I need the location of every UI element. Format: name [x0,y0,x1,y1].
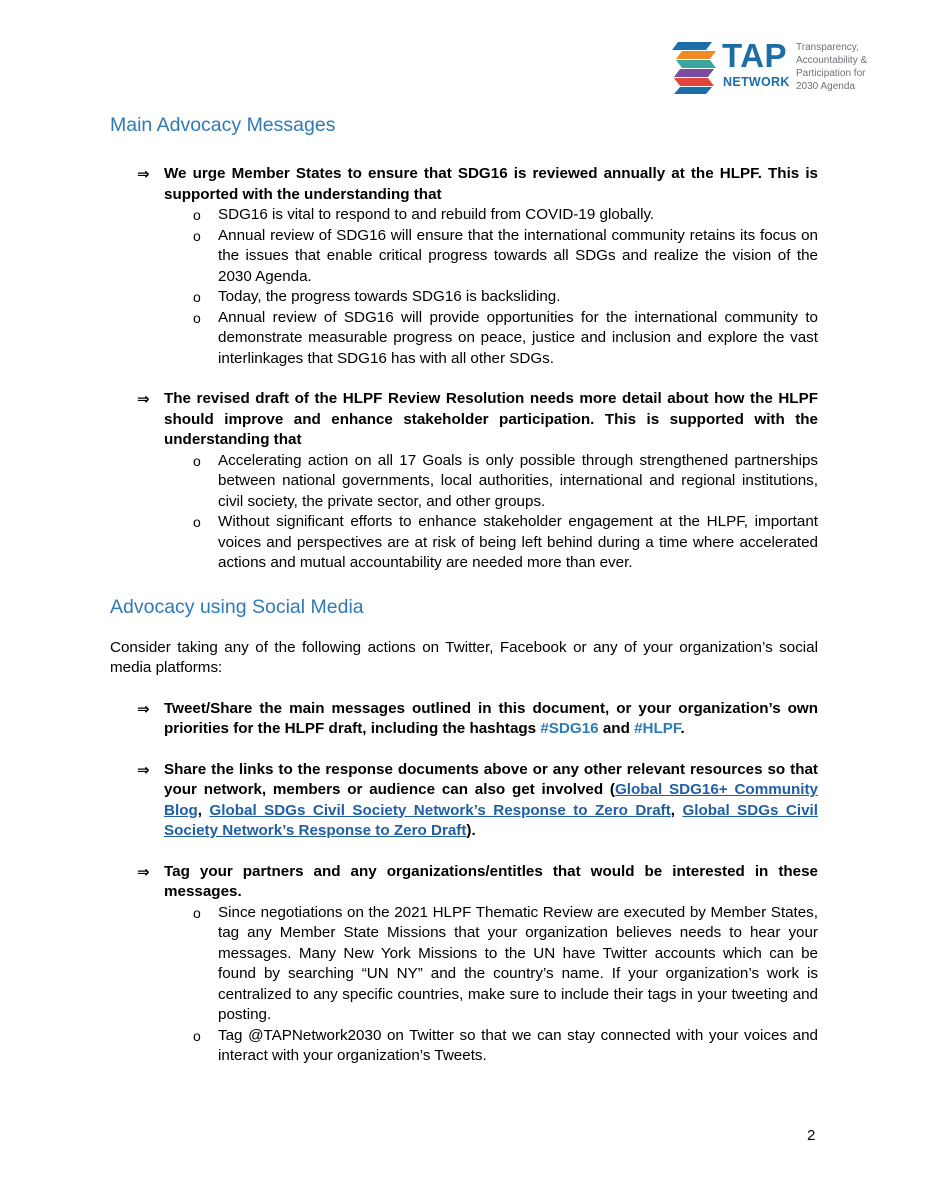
heading-social-media: Advocacy using Social Media [110,595,364,618]
link-csn-response-1[interactable]: Global SDGs Civil Society Network’s Response to Zero Draft [209,801,671,819]
bullet-icon: o [193,514,201,530]
bullet-icon: o [193,1027,201,1044]
tap-network-logo [672,38,882,100]
link-community-blog[interactable]: Global SDG16+ Community Blog [164,781,818,819]
advocacy-message-2 [110,389,818,451]
list-item: o Annual review of SDG16 will provide opportunities for the international community to demonstrate measurable progress on peace, justice and inclusion and explore the vast interlinkages that SDG16 has with all other SDGs. [193,308,818,367]
tagline-line: Participation for [796,68,866,79]
logo-network: NETWORK [723,75,790,89]
bullet-icon: o [193,309,201,326]
social-action-1: ⇒ Tweet/Share the main messages outlined in this document, or your organization’s own priorities for the HLPF draft, including the hashtags #SDG16 and #HLPF. [137,699,818,737]
link-csn-response-2[interactable]: Global SDGs Civil Society Network’s Response to Zero Draft [164,801,818,839]
page-number: 2 [807,1127,816,1144]
heading-main-advocacy: Main Advocacy Messages [110,114,336,136]
social-intro: Consider taking any of the following actions on Twitter, Facebook or any of your organization’s social media platforms: [110,638,818,676]
hashtag-sdg16[interactable]: #SDG16 [540,720,599,737]
tagline-line: Accountability & [796,55,868,66]
bullet-icon: o [193,289,201,305]
logo-tagline [796,41,886,93]
list-item: o SDG16 is vital to respond to and rebuild from COVID-19 globally. [110,205,818,226]
tagline-line: 2030 Agenda [796,81,855,92]
bullet-icon: o [193,452,201,469]
hashtag-hlpf[interactable]: #HLPF [634,720,681,737]
arrow-bullet-icon: ⇒ [137,390,150,408]
arrow-bullet-icon: ⇒ [137,862,150,881]
bullet-icon: o [193,227,201,244]
list-item: o Tag @TAPNetwork2030 on Twitter so that we can stay connected with your voices and interact with your organization’s Tweets. [193,1026,818,1064]
bullet-icon: o [193,207,201,223]
arrow-bullet-icon: ⇒ [137,760,150,779]
list-item: o Since negotiations on the 2021 HLPF Thematic Review are executed by Member States, tag any Member State Missions that your organization believes needs to hear your messages. Many New York Missions to the UN have Twitter accounts which can be found by searching “UN NY” and the country’s name. If your organization’s work is centralized to any specific countries, make sure to include their tags in your tweeting and posting. [193,903,818,1023]
logo-title: TAP [722,37,788,74]
list-item: o Today, the progress towards SDG16 is backsliding. [110,287,818,308]
list-item: o Without significant efforts to enhance stakeholder engagement at the HLPF, important voices and perspectives are at risk of being left behind during a time where accelerated actions and mutual accountability are needed more than ever. [193,513,818,571]
tap-logo-mark-icon [672,38,718,96]
social-action-2: ⇒ Share the links to the response documents above or any other relevant resources so that your network, members or audience can also get involved (Global SDG16+ Community Blog, Global SDGs Civil Society Network’s Response to Zero Draft, Global SDGs Civil Society Network’s Response to Zero Draft). [137,760,818,839]
message-lead: The revised draft of the HLPF Review Resolution needs more detail about how the HLPF should improve and enhance stakeholder participation. This is supported with the understanding that [164,390,818,448]
arrow-bullet-icon: ⇒ [137,699,150,718]
arrow-bullet-icon: ⇒ [137,165,150,183]
bullet-icon: o [193,904,201,921]
advocacy-message-1 [110,164,818,205]
list-item: o Accelerating action on all 17 Goals is only possible through strengthened partnerships between national governments, local authorities, international and regional institutions, civil society, the private sector, and other groups. [193,451,818,510]
social-action-3: ⇒ Tag your partners and any organizations/entitles that would be interested in these messages. [137,862,818,900]
document-body [110,112,818,1067]
message-lead: We urge Member States to ensure that SDG16 is reviewed annually at the HLPF. This is supported with the understanding that [164,165,818,203]
list-item: o Annual review of SDG16 will ensure that the international community retains its focus on the issues that enable critical progress towards all SDGs and realize the vision of the 2030 Agenda. [193,226,818,285]
tagline-line: Transparency, [796,42,859,53]
